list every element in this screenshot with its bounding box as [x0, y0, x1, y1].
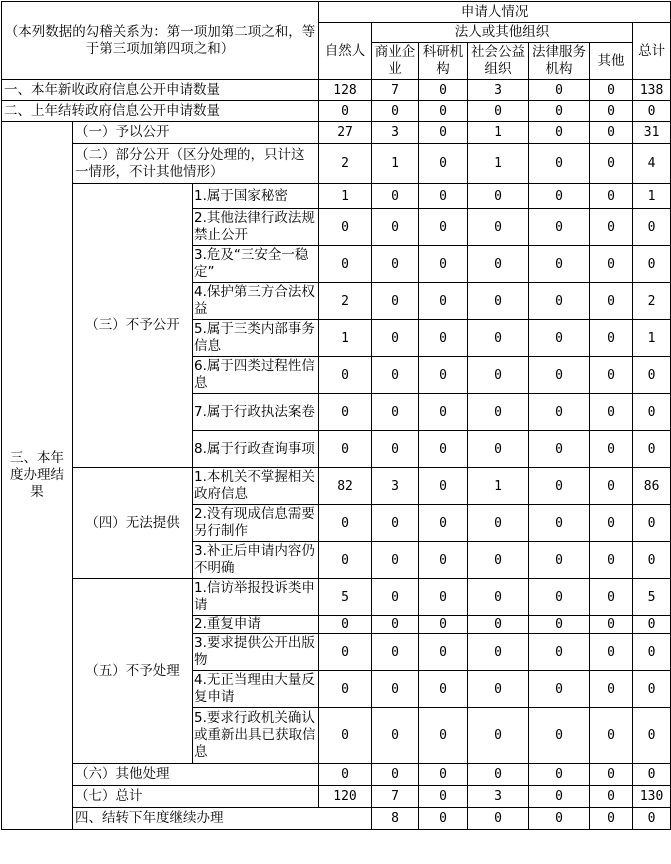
cell: 0 — [468, 246, 529, 283]
row-label: 3.危及“三安全一稳定” — [193, 246, 319, 283]
cell: 1 — [372, 144, 419, 184]
cell: 0 — [319, 708, 372, 764]
cell: 138 — [633, 80, 671, 101]
cell: 1 — [633, 320, 671, 357]
cell: 0 — [590, 357, 633, 394]
table-row — [2, 579, 671, 616]
table-row — [2, 144, 671, 184]
row-label: 3.补正后申请内容仍不明确 — [193, 542, 319, 579]
table-row — [2, 101, 671, 122]
cell: 0 — [590, 122, 633, 144]
cell: 0 — [372, 283, 419, 320]
cell: 0 — [529, 357, 590, 394]
cell: 120 — [319, 786, 372, 808]
cell: 0 — [372, 394, 419, 431]
cell: 0 — [633, 764, 671, 786]
header-total: 总计 — [633, 23, 671, 80]
cell: 7 — [372, 786, 419, 808]
cell: 1 — [468, 144, 529, 184]
cell: 0 — [319, 246, 372, 283]
cell: 0 — [372, 320, 419, 357]
cell: 0 — [372, 505, 419, 542]
cell: 1 — [633, 184, 671, 209]
cell: 0 — [468, 283, 529, 320]
row-label: （一）予以公开 — [73, 122, 319, 144]
cell: 3 — [372, 122, 419, 144]
cell: 0 — [590, 634, 633, 671]
group-label-results: 三、本年度办理结果 — [2, 122, 73, 830]
cell: 0 — [529, 786, 590, 808]
cell: 0 — [590, 144, 633, 184]
cell: 1 — [468, 468, 529, 505]
row-label: 2.没有现成信息需要另行制作 — [193, 505, 319, 542]
cell: 8 — [372, 808, 419, 830]
cell: 0 — [468, 431, 529, 468]
cell: 86 — [633, 468, 671, 505]
header-legal-group: 法人或其他组织 — [372, 23, 633, 43]
cell: 0 — [419, 468, 468, 505]
cell: 0 — [468, 616, 529, 634]
cell: 0 — [319, 616, 372, 634]
header-natural-person: 自然人 — [319, 23, 372, 80]
cell: 0 — [319, 209, 372, 246]
cell: 0 — [468, 394, 529, 431]
cell: 0 — [633, 357, 671, 394]
cell: 0 — [419, 579, 468, 616]
table-row — [2, 808, 671, 830]
cell: 7 — [372, 80, 419, 101]
cell: 0 — [529, 394, 590, 431]
cell: 0 — [468, 101, 529, 122]
header-research: 科研机构 — [419, 43, 468, 80]
cell: 0 — [468, 671, 529, 708]
cell: 0 — [529, 542, 590, 579]
cell: 0 — [419, 542, 468, 579]
cell: 0 — [529, 122, 590, 144]
row-label: 四、结转下年度继续办理 — [73, 808, 372, 830]
cell: 0 — [419, 786, 468, 808]
cell: 0 — [372, 616, 419, 634]
cell: 0 — [529, 283, 590, 320]
cell: 0 — [419, 320, 468, 357]
cell: 0 — [419, 80, 468, 101]
cell: 0 — [529, 468, 590, 505]
cell: 0 — [529, 80, 590, 101]
header-legal-service: 法律服务机构 — [529, 43, 590, 80]
cell: 0 — [590, 579, 633, 616]
cell: 0 — [633, 431, 671, 468]
cell: 3 — [372, 468, 419, 505]
cell: 0 — [372, 431, 419, 468]
cell: 0 — [633, 542, 671, 579]
row-label: （七）总计 — [73, 786, 319, 808]
cell: 0 — [419, 246, 468, 283]
header-other: 其他 — [590, 43, 633, 80]
cell: 0 — [319, 671, 372, 708]
cell: 0 — [468, 579, 529, 616]
cell: 0 — [372, 671, 419, 708]
row-label: 6.属于四类过程性信息 — [193, 357, 319, 394]
cell: 0 — [590, 431, 633, 468]
cell: 0 — [590, 671, 633, 708]
cell: 0 — [319, 394, 372, 431]
cell: 0 — [419, 708, 468, 764]
row-label: 1.信访举报投诉类申请 — [193, 579, 319, 616]
table-row — [2, 80, 671, 101]
cell: 3 — [468, 80, 529, 101]
cell: 0 — [590, 283, 633, 320]
cell: 0 — [633, 394, 671, 431]
row-label: （二）部分公开（区分处理的，只计这一情形，不计其他情形） — [73, 144, 319, 184]
cell: 0 — [419, 101, 468, 122]
row-label: 7.属于行政执法案卷 — [193, 394, 319, 431]
cell: 0 — [419, 209, 468, 246]
cell: 2 — [319, 283, 372, 320]
cell: 0 — [419, 357, 468, 394]
header-note: （本列数据的勾稽关系为：第一项加第二项之和，等于第三项加第四项之和） — [2, 2, 319, 80]
cell: 0 — [590, 101, 633, 122]
row-label: 2.重复申请 — [193, 616, 319, 634]
cell: 0 — [529, 320, 590, 357]
cell: 31 — [633, 122, 671, 144]
cell: 130 — [633, 786, 671, 808]
cell: 27 — [319, 122, 372, 144]
row-label: 二、上年结转政府信息公开申请数量 — [2, 101, 319, 122]
row-label: 1.本机关不掌握相关政府信息 — [193, 468, 319, 505]
cell: 0 — [529, 144, 590, 184]
table-row — [2, 184, 671, 209]
cell: 0 — [590, 505, 633, 542]
row-label: 8.属于行政查询事项 — [193, 431, 319, 468]
cell: 0 — [529, 431, 590, 468]
cell: 0 — [419, 394, 468, 431]
cell: 0 — [419, 808, 468, 830]
cell: 0 — [419, 505, 468, 542]
cell: 0 — [529, 616, 590, 634]
cell: 0 — [590, 708, 633, 764]
cell: 0 — [529, 708, 590, 764]
cell: 0 — [468, 808, 529, 830]
cell: 0 — [529, 764, 590, 786]
row-label: 1.属于国家秘密 — [193, 184, 319, 209]
cell: 0 — [372, 209, 419, 246]
cell: 0 — [419, 764, 468, 786]
subgroup-label: （三）不予公开 — [73, 184, 193, 468]
cell: 0 — [319, 542, 372, 579]
row-label: 4.保护第三方合法权益 — [193, 283, 319, 320]
cell: 5 — [633, 579, 671, 616]
cell: 0 — [633, 505, 671, 542]
cell: 0 — [468, 542, 529, 579]
table-row — [2, 764, 671, 786]
cell: 0 — [372, 764, 419, 786]
cell: 0 — [590, 808, 633, 830]
header-public-welfare: 社会公益组织 — [468, 43, 529, 80]
gov-info-disclosure-table — [1, 1, 671, 830]
cell: 0 — [529, 671, 590, 708]
cell: 3 — [468, 786, 529, 808]
cell: 0 — [419, 122, 468, 144]
cell: 0 — [319, 505, 372, 542]
cell: 0 — [468, 184, 529, 209]
cell: 0 — [633, 671, 671, 708]
cell: 0 — [590, 320, 633, 357]
cell: 0 — [590, 394, 633, 431]
cell: 0 — [468, 764, 529, 786]
cell: 0 — [529, 634, 590, 671]
cell: 0 — [590, 764, 633, 786]
cell: 0 — [372, 101, 419, 122]
header-applicant-group: 申请人情况 — [319, 2, 671, 23]
cell: 0 — [633, 616, 671, 634]
cell: 0 — [590, 542, 633, 579]
cell: 0 — [529, 101, 590, 122]
cell: 4 — [633, 144, 671, 184]
cell: 0 — [633, 246, 671, 283]
cell: 0 — [372, 246, 419, 283]
cell: 0 — [633, 101, 671, 122]
cell: 5 — [319, 579, 372, 616]
cell: 0 — [529, 246, 590, 283]
subgroup-label: （四）无法提供 — [73, 468, 193, 579]
cell: 0 — [468, 505, 529, 542]
cell: 0 — [372, 708, 419, 764]
cell: 0 — [419, 616, 468, 634]
cell: 0 — [419, 283, 468, 320]
row-label: 4.无正当理由大量反复申请 — [193, 671, 319, 708]
cell: 2 — [319, 144, 372, 184]
cell: 0 — [319, 431, 372, 468]
subgroup-label: （五）不予处理 — [73, 579, 193, 764]
row-label: 2.其他法律行政法规禁止公开 — [193, 209, 319, 246]
cell: 0 — [372, 184, 419, 209]
cell: 0 — [468, 708, 529, 764]
cell: 0 — [468, 634, 529, 671]
cell: 0 — [419, 671, 468, 708]
cell: 0 — [590, 468, 633, 505]
cell: 0 — [590, 209, 633, 246]
cell: 0 — [590, 786, 633, 808]
cell: 0 — [372, 634, 419, 671]
cell: 0 — [468, 357, 529, 394]
table-row — [2, 122, 671, 144]
row-label: 5.属于三类内部事务信息 — [193, 320, 319, 357]
cell: 0 — [372, 357, 419, 394]
cell: 0 — [633, 634, 671, 671]
cell: 0 — [590, 616, 633, 634]
cell: 0 — [529, 579, 590, 616]
cell: 2 — [633, 283, 671, 320]
cell: 0 — [319, 357, 372, 394]
cell: 0 — [319, 101, 372, 122]
row-label: 一、本年新收政府信息公开申请数量 — [2, 80, 319, 101]
cell: 0 — [319, 764, 372, 786]
cell: 1 — [319, 184, 372, 209]
cell: 0 — [529, 209, 590, 246]
cell: 128 — [319, 80, 372, 101]
cell: 0 — [419, 184, 468, 209]
cell: 0 — [529, 184, 590, 209]
cell: 0 — [633, 708, 671, 764]
cell: 0 — [633, 209, 671, 246]
row-label: 5.要求行政机关确认或重新出具已获取信息 — [193, 708, 319, 764]
cell: 0 — [372, 579, 419, 616]
cell: 0 — [468, 320, 529, 357]
cell: 0 — [419, 431, 468, 468]
header-commercial: 商业企业 — [372, 43, 419, 80]
cell: 0 — [468, 209, 529, 246]
row-label: 3.要求提供公开出版物 — [193, 634, 319, 671]
cell: 0 — [633, 808, 671, 830]
cell: 0 — [590, 184, 633, 209]
cell: 0 — [419, 634, 468, 671]
cell: 82 — [319, 468, 372, 505]
table-row — [2, 468, 671, 505]
cell: 1 — [319, 320, 372, 357]
table-row — [2, 786, 671, 808]
cell: 0 — [529, 808, 590, 830]
cell: 0 — [319, 634, 372, 671]
cell: 1 — [468, 122, 529, 144]
cell: 0 — [419, 144, 468, 184]
cell: 0 — [590, 246, 633, 283]
cell: 0 — [372, 542, 419, 579]
row-label: （六）其他处理 — [73, 764, 319, 786]
cell: 0 — [590, 80, 633, 101]
cell: 0 — [529, 505, 590, 542]
